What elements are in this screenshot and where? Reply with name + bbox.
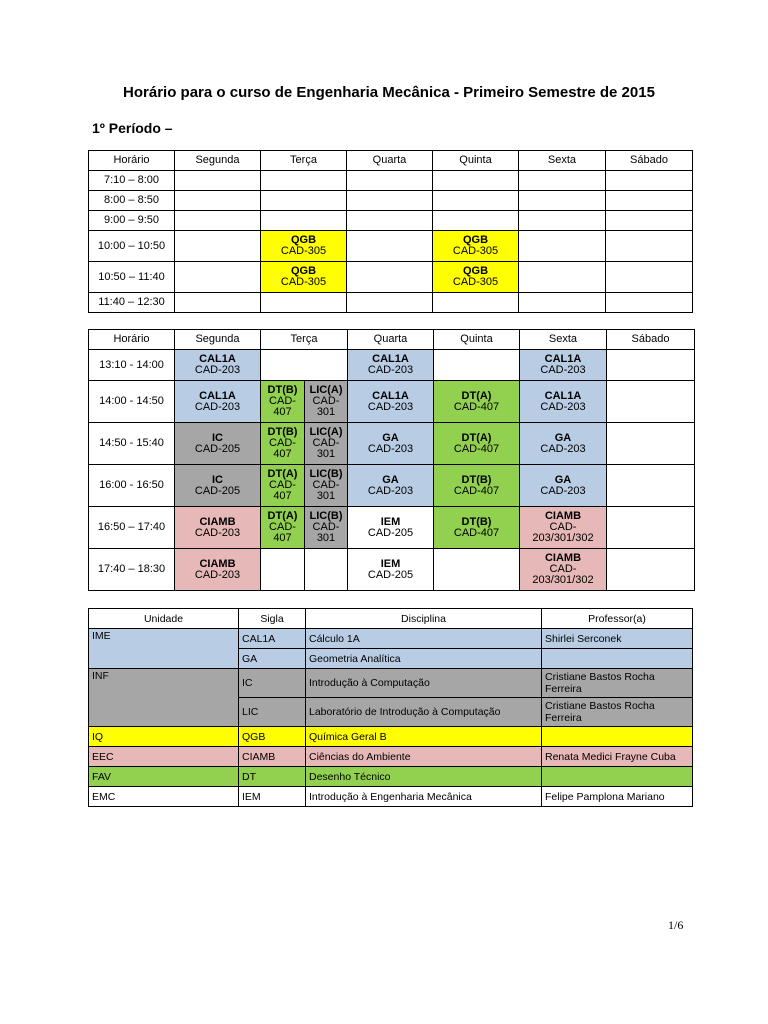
room: CAD-203 (194, 364, 241, 376)
morning-schedule-table (88, 150, 693, 313)
room: CAD-203 (540, 364, 586, 376)
legend-row (89, 629, 693, 649)
empty-cell (519, 191, 606, 211)
legend-row (89, 669, 693, 698)
header-segunda: Segunda (175, 330, 261, 350)
unit-cell: INF (89, 669, 239, 727)
course-code: CAL1A (372, 353, 409, 365)
disciplina-cell: Introdução à Computação (306, 669, 542, 698)
class-cell-ga (520, 423, 607, 465)
class-cell-cal1a (520, 381, 607, 423)
empty-cell (606, 191, 693, 211)
legend-header-disciplina: Disciplina (306, 609, 542, 629)
room: CAD-205 (367, 526, 414, 539)
class-cell-dt-b (261, 381, 305, 423)
empty-cell (606, 171, 693, 191)
time-cell: 16:00 - 16:50 (89, 465, 175, 507)
professor-cell: Cristiane Bastos Rocha Ferreira (542, 669, 693, 698)
course-code: DT(B) (267, 384, 298, 396)
professor-cell (542, 767, 693, 787)
sigla-cell: QGB (239, 727, 306, 747)
class-cell-cal1a (175, 350, 261, 381)
table-row (89, 262, 693, 293)
empty-cell (261, 549, 305, 591)
class-cell-qgb (433, 231, 519, 262)
disciplina-cell: Introdução à Engenharia Mecânica (306, 787, 542, 807)
course-code: QGB (462, 234, 489, 246)
unit-cell: EMC (89, 787, 239, 807)
room: CAD-407 (269, 521, 296, 544)
empty-cell (347, 171, 433, 191)
header-quarta: Quarta (347, 151, 433, 171)
class-cell-ic (175, 423, 261, 465)
room: CAD-407 (269, 437, 296, 460)
course-code: QGB (462, 265, 489, 277)
class-cell-cal1a (175, 381, 261, 423)
legend-row (89, 747, 693, 767)
class-cell-dt-a (261, 465, 305, 507)
table-row (89, 211, 693, 231)
professor-cell (542, 649, 693, 669)
course-code: DT(A) (461, 431, 492, 444)
legend-header-row (89, 609, 693, 629)
sigla-cell: IC (239, 669, 306, 698)
unit-cell: EEC (89, 747, 239, 767)
class-cell-cal1a (348, 350, 434, 381)
room: CAD-305 (280, 276, 327, 288)
empty-cell (347, 231, 433, 262)
empty-cell (606, 231, 693, 262)
disciplina-cell: Desenho Técnico (306, 767, 542, 787)
course-code: CIAMB (544, 510, 582, 522)
header-sexta: Sexta (520, 330, 607, 350)
disciplina-cell: Laboratório de Introdução à Computação (306, 698, 542, 727)
empty-cell (434, 350, 520, 381)
empty-cell (519, 231, 606, 262)
sigla-cell: CAL1A (239, 629, 306, 649)
empty-cell (261, 293, 347, 313)
header-terca: Terça (261, 330, 348, 350)
legend-row (89, 727, 693, 747)
class-cell-ga (520, 465, 607, 507)
class-cell-dt-a (434, 381, 520, 423)
unit-cell: IQ (89, 727, 239, 747)
page-title: Horário para o curso de Engenharia Mecânica - Primeiro Semestre de 2015 (123, 84, 655, 101)
table-row (89, 350, 695, 381)
empty-cell (607, 549, 695, 591)
professor-cell: Renata Medici Frayne Cuba (542, 747, 693, 767)
empty-cell (519, 211, 606, 231)
course-code: IEM (380, 557, 401, 570)
empty-cell (607, 423, 695, 465)
room: CAD-203 (367, 364, 414, 376)
room: CAD-407 (269, 395, 296, 418)
course-code: GA (382, 473, 399, 486)
header-quarta: Quarta (348, 330, 434, 350)
disciplina-cell: Geometria Analítica (306, 649, 542, 669)
course-code: CAL1A (372, 389, 409, 402)
time-cell: 16:50 – 17:40 (89, 507, 175, 549)
empty-cell (261, 191, 347, 211)
schedule-header-row (89, 151, 693, 171)
time-cell: 9:00 – 9:50 (89, 211, 175, 231)
room: CAD-203/301/302 (532, 563, 594, 586)
course-code: CIAMB (544, 552, 582, 564)
table-row (89, 507, 695, 549)
disciplina-cell: Química Geral B (306, 727, 542, 747)
class-cell-dt-b (434, 465, 520, 507)
header-sabado: Sábado (606, 151, 693, 171)
class-cell-ciamb (520, 507, 607, 549)
time-cell: 7:10 – 8:00 (89, 171, 175, 191)
disciplina-cell: Cálculo 1A (306, 629, 542, 649)
period-heading: 1º Período – (92, 120, 173, 136)
empty-cell (175, 211, 261, 231)
empty-cell (347, 211, 433, 231)
empty-cell (347, 262, 433, 293)
room: CAD-203 (367, 442, 414, 455)
empty-cell (175, 262, 261, 293)
empty-cell (607, 465, 695, 507)
empty-cell (607, 507, 695, 549)
class-cell-ciamb (175, 549, 261, 591)
empty-cell (434, 549, 520, 591)
room: CAD-305 (452, 276, 499, 288)
room: CAD-407 (453, 442, 500, 455)
course-code: CAL1A (199, 389, 236, 402)
room: CAD-407 (453, 400, 500, 413)
class-cell-qgb (261, 231, 347, 262)
time-cell: 8:00 – 8:50 (89, 191, 175, 211)
empty-cell (519, 262, 606, 293)
room: CAD-305 (280, 245, 327, 257)
empty-cell (175, 231, 261, 262)
room: CAD-407 (269, 479, 296, 502)
table-row (89, 191, 693, 211)
empty-cell (519, 293, 606, 313)
course-code: DT(A) (267, 468, 298, 480)
empty-cell (175, 191, 261, 211)
empty-cell (261, 211, 347, 231)
class-cell-cal1a (520, 350, 607, 381)
course-code: CIAMB (199, 557, 236, 570)
class-cell-ciamb (520, 549, 607, 591)
table-row (89, 423, 695, 465)
header-quinta: Quinta (433, 151, 519, 171)
header-horario: Horário (89, 151, 175, 171)
course-code: DT(B) (461, 515, 492, 528)
room: CAD-301 (312, 521, 340, 544)
course-code: LIC(B) (309, 510, 343, 522)
header-segunda: Segunda (175, 151, 261, 171)
room: CAD-203 (367, 484, 414, 497)
professor-cell: Cristiane Bastos Rocha Ferreira (542, 698, 693, 727)
empty-cell (606, 211, 693, 231)
header-sexta: Sexta (519, 151, 606, 171)
course-code: GA (554, 431, 572, 444)
professor-cell: Felipe Pamplona Mariano (542, 787, 693, 807)
class-cell-dt-a (261, 507, 305, 549)
professor-cell (542, 727, 693, 747)
time-cell: 13:10 - 14:00 (89, 350, 175, 381)
header-horario: Horário (89, 330, 175, 350)
course-code: LIC(A) (309, 426, 343, 438)
course-code: CAL1A (199, 353, 236, 365)
sigla-cell: LIC (239, 698, 306, 727)
room: CAD-407 (453, 484, 500, 497)
header-terca: Terça (261, 151, 347, 171)
empty-cell (175, 293, 261, 313)
table-row (89, 231, 693, 262)
class-cell-dt-a (434, 423, 520, 465)
empty-cell (261, 350, 348, 381)
time-cell: 14:00 - 14:50 (89, 381, 175, 423)
course-code: DT(A) (461, 389, 492, 402)
room: CAD-203 (540, 400, 586, 413)
table-row (89, 549, 695, 591)
course-code: CAL1A (544, 353, 582, 365)
class-cell-iem (348, 549, 434, 591)
empty-cell (606, 293, 693, 313)
header-quinta: Quinta (434, 330, 520, 350)
room: CAD-205 (194, 442, 241, 455)
table-row (89, 293, 693, 313)
course-code: IC (212, 431, 223, 444)
empty-cell (347, 293, 433, 313)
room: CAD-203 (367, 400, 414, 413)
class-cell-qgb (433, 262, 519, 293)
course-code: DT(B) (267, 426, 298, 438)
sigla-cell: DT (239, 767, 306, 787)
table-row (89, 465, 695, 507)
empty-cell (261, 171, 347, 191)
course-code: GA (554, 473, 572, 486)
course-code: DT(B) (461, 473, 492, 486)
room: CAD-203 (194, 568, 241, 581)
table-row (89, 381, 695, 423)
empty-cell (519, 171, 606, 191)
sigla-cell: CIAMB (239, 747, 306, 767)
room: CAD-407 (453, 526, 500, 539)
time-cell: 17:40 – 18:30 (89, 549, 175, 591)
room: CAD-203 (540, 442, 586, 455)
room: CAD-203 (194, 400, 241, 413)
course-code: DT(A) (267, 510, 298, 522)
room: CAD-203 (540, 484, 586, 497)
room: CAD-301 (312, 395, 340, 418)
room: CAD-305 (452, 245, 499, 257)
course-code: LIC(A) (309, 384, 343, 396)
afternoon-schedule-table (88, 329, 695, 591)
class-cell-ic (175, 465, 261, 507)
class-cell-lic-b (305, 465, 348, 507)
unit-cell: IME (89, 629, 239, 669)
schedule-header-row (89, 330, 695, 350)
empty-cell (433, 191, 519, 211)
time-cell: 10:50 – 11:40 (89, 262, 175, 293)
room: CAD-205 (194, 484, 241, 497)
empty-cell (606, 262, 693, 293)
class-cell-ga (348, 465, 434, 507)
time-cell: 14:50 - 15:40 (89, 423, 175, 465)
class-cell-cal1a (348, 381, 434, 423)
table-row (89, 171, 693, 191)
course-code: CAL1A (544, 389, 582, 402)
page-number: 1/6 (668, 918, 684, 932)
legend-header-professor: Professor(a) (542, 609, 693, 629)
legend-header-sigla: Sigla (239, 609, 306, 629)
room: CAD-301 (312, 437, 340, 460)
legend-row (89, 787, 693, 807)
legend-table (88, 608, 693, 807)
empty-cell (433, 211, 519, 231)
class-cell-lic-a (305, 381, 348, 423)
class-cell-lic-b (305, 507, 348, 549)
course-code: GA (382, 431, 399, 444)
unit-cell: FAV (89, 767, 239, 787)
time-cell: 10:00 – 10:50 (89, 231, 175, 262)
class-cell-qgb (261, 262, 347, 293)
empty-cell (347, 191, 433, 211)
course-code: CIAMB (199, 515, 236, 528)
legend-header-unidade: Unidade (89, 609, 239, 629)
class-cell-lic-a (305, 423, 348, 465)
empty-cell (305, 549, 348, 591)
sigla-cell: GA (239, 649, 306, 669)
empty-cell (607, 350, 695, 381)
empty-cell (433, 171, 519, 191)
empty-cell (175, 171, 261, 191)
class-cell-dt-b (434, 507, 520, 549)
class-cell-iem (348, 507, 434, 549)
class-cell-ciamb (175, 507, 261, 549)
room: CAD-203 (194, 526, 241, 539)
empty-cell (433, 293, 519, 313)
disciplina-cell: Ciências do Ambiente (306, 747, 542, 767)
course-code: QGB (290, 265, 317, 277)
class-cell-ga (348, 423, 434, 465)
room: CAD-301 (312, 479, 340, 502)
course-code: LIC(B) (309, 468, 343, 480)
room: CAD-205 (367, 568, 414, 581)
legend-row (89, 767, 693, 787)
room: CAD-203/301/302 (532, 521, 594, 544)
professor-cell: Shirlei Serconek (542, 629, 693, 649)
header-sabado: Sábado (607, 330, 695, 350)
course-code: IC (212, 473, 223, 486)
course-code: QGB (290, 234, 317, 246)
empty-cell (607, 381, 695, 423)
class-cell-dt-b (261, 423, 305, 465)
sigla-cell: IEM (239, 787, 306, 807)
course-code: IEM (380, 515, 401, 528)
time-cell: 11:40 – 12:30 (89, 293, 175, 313)
